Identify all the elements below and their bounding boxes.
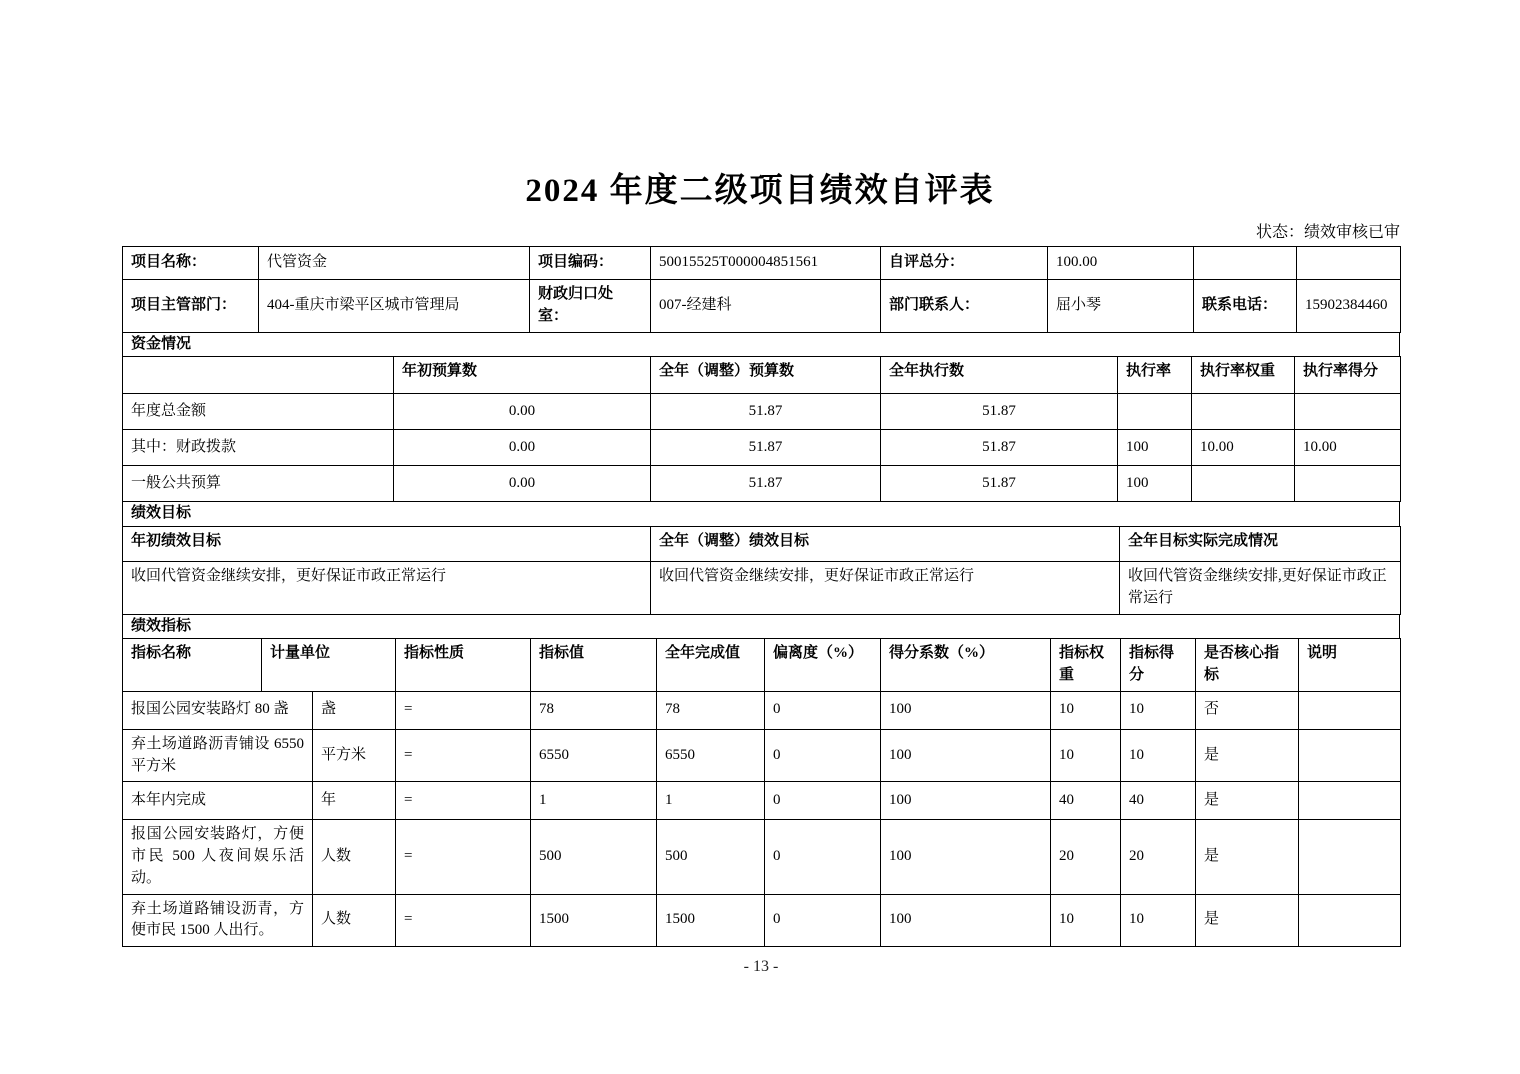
indicator-header-unit: 计量单位 <box>262 639 396 692</box>
indicator-header-name: 指标名称 <box>123 639 262 692</box>
goals-section-title: 绩效目标 <box>123 502 1400 527</box>
indicator-header-nature: 指标性质 <box>396 639 531 692</box>
funding-header-adjusted: 全年（调整）预算数 <box>651 357 881 394</box>
evaluation-table <box>122 246 1400 947</box>
funding-initial-value: 0.00 <box>394 394 651 430</box>
funding-rate-score-value: 10.00 <box>1295 430 1401 466</box>
table-row <box>123 332 1400 357</box>
dept-value: 404-重庆市梁平区城市管理局 <box>259 280 530 333</box>
indicator-nature: = <box>396 894 531 947</box>
funding-adjusted-value: 51.87 <box>651 394 881 430</box>
goals-header-actual: 全年目标实际完成情况 <box>1120 527 1401 562</box>
dept-label: 项目主管部门： <box>123 280 259 333</box>
funding-rate-score-value <box>1295 394 1401 430</box>
indicator-core: 是 <box>1196 820 1299 894</box>
funding-executed-value: 51.87 <box>881 466 1118 502</box>
indicator-score: 20 <box>1121 820 1196 894</box>
phone-value: 15902384460 <box>1297 280 1401 333</box>
finance-office-label: 财政归口处室： <box>530 280 651 333</box>
funding-rate-value <box>1118 394 1192 430</box>
indicators-section-bar <box>122 614 1400 640</box>
table-row <box>123 502 1400 527</box>
indicator-note <box>1299 782 1401 820</box>
indicator-name: 本年内完成 <box>123 782 313 820</box>
goals-header-adjusted: 全年（调整）绩效目标 <box>651 527 1120 562</box>
funding-row-name: 年度总金额 <box>123 394 394 430</box>
indicator-score: 10 <box>1121 894 1196 947</box>
indicator-row <box>123 729 1401 782</box>
indicator-deviation: 0 <box>765 729 881 782</box>
indicator-weight: 40 <box>1051 782 1121 820</box>
project-name-label: 项目名称： <box>123 247 259 280</box>
goals-content-row <box>123 562 1401 615</box>
indicator-core: 否 <box>1196 691 1299 729</box>
goals-actual-value: 收回代管资金继续安排,更好保证市政正常运行 <box>1120 562 1401 615</box>
indicator-score: 10 <box>1121 729 1196 782</box>
indicator-unit: 人数 <box>313 894 396 947</box>
page-title: 2024 年度二级项目绩效自评表 <box>525 173 995 209</box>
funding-table <box>122 356 1401 502</box>
indicator-nature: = <box>396 782 531 820</box>
funding-header-blank <box>123 357 394 394</box>
indicator-deviation: 0 <box>765 691 881 729</box>
phone-label: 联系电话： <box>1194 280 1297 333</box>
indicator-core: 是 <box>1196 782 1299 820</box>
contact-label: 部门联系人： <box>881 280 1048 333</box>
funding-rate-score-value <box>1295 466 1401 502</box>
contact-value: 屈小琴 <box>1048 280 1194 333</box>
indicator-target: 1 <box>531 782 657 820</box>
indicator-coefficient: 100 <box>881 729 1051 782</box>
indicator-unit: 人数 <box>313 820 396 894</box>
funding-rate-weight-value <box>1192 466 1295 502</box>
indicator-row <box>123 782 1401 820</box>
funding-initial-value: 0.00 <box>394 430 651 466</box>
funding-row-public-budget <box>123 466 1401 502</box>
indicator-header-target: 指标值 <box>531 639 657 692</box>
indicator-deviation: 0 <box>765 894 881 947</box>
project-code-value: 50015525T000004851561 <box>651 247 881 280</box>
indicators-header-table <box>122 638 1401 692</box>
indicator-deviation: 0 <box>765 782 881 820</box>
funding-header-rate: 执行率 <box>1118 357 1192 394</box>
table-row <box>123 247 1401 280</box>
indicator-weight: 20 <box>1051 820 1121 894</box>
indicator-completed: 78 <box>657 691 765 729</box>
project-name-value: 代管资金 <box>259 247 530 280</box>
indicator-name: 报国公园安装路灯 80 盏 <box>123 691 313 729</box>
funding-rate-weight-value: 10.00 <box>1192 430 1295 466</box>
funding-header-executed: 全年执行数 <box>881 357 1118 394</box>
indicator-core: 是 <box>1196 894 1299 947</box>
goals-header-row <box>123 527 1401 562</box>
indicator-note <box>1299 894 1401 947</box>
funding-rate-weight-value <box>1192 394 1295 430</box>
funding-row-name: 一般公共预算 <box>123 466 394 502</box>
funding-executed-value: 51.87 <box>881 394 1118 430</box>
funding-executed-value: 51.87 <box>881 430 1118 466</box>
indicators-section-title: 绩效指标 <box>123 614 1400 639</box>
goals-section-bar <box>122 501 1400 527</box>
empty-cell <box>1297 247 1401 280</box>
indicator-nature: = <box>396 820 531 894</box>
indicator-row <box>123 691 1401 729</box>
indicator-note <box>1299 729 1401 782</box>
indicators-body-table <box>122 691 1401 947</box>
indicator-target: 78 <box>531 691 657 729</box>
indicator-row <box>123 894 1401 947</box>
indicator-completed: 1 <box>657 782 765 820</box>
indicator-name: 弃土场道路铺设沥青，方便市民 1500 人出行。 <box>123 894 313 947</box>
funding-rate-value: 100 <box>1118 430 1192 466</box>
table-row <box>123 280 1401 333</box>
indicator-coefficient: 100 <box>881 820 1051 894</box>
indicator-header-note: 说明 <box>1299 639 1401 692</box>
funding-section-bar <box>122 332 1400 358</box>
page-number: - 13 - <box>743 958 779 975</box>
indicator-note <box>1299 691 1401 729</box>
indicator-target: 1500 <box>531 894 657 947</box>
indicator-deviation: 0 <box>765 820 881 894</box>
funding-adjusted-value: 51.87 <box>651 430 881 466</box>
self-score-value: 100.00 <box>1048 247 1194 280</box>
empty-cell <box>1194 247 1297 280</box>
indicator-unit: 年 <box>313 782 396 820</box>
indicator-header-core: 是否核心指标 <box>1196 639 1299 692</box>
funding-row-total <box>123 394 1401 430</box>
project-code-label: 项目编码： <box>530 247 651 280</box>
indicator-core: 是 <box>1196 729 1299 782</box>
indicator-header-deviation: 偏离度（%） <box>765 639 881 692</box>
table-row <box>123 614 1400 639</box>
indicator-completed: 1500 <box>657 894 765 947</box>
indicator-row <box>123 820 1401 894</box>
indicator-nature: = <box>396 729 531 782</box>
funding-row-fiscal <box>123 430 1401 466</box>
indicator-score: 10 <box>1121 691 1196 729</box>
self-score-label: 自评总分： <box>881 247 1048 280</box>
funding-adjusted-value: 51.87 <box>651 466 881 502</box>
funding-initial-value: 0.00 <box>394 466 651 502</box>
indicator-coefficient: 100 <box>881 782 1051 820</box>
indicator-target: 6550 <box>531 729 657 782</box>
indicator-header-coefficient: 得分系数（%） <box>881 639 1051 692</box>
finance-office-value: 007-经建科 <box>651 280 881 333</box>
indicator-header-completed: 全年完成值 <box>657 639 765 692</box>
funding-header-rate-score: 执行率得分 <box>1295 357 1401 394</box>
goals-initial-value: 收回代管资金继续安排，更好保证市政正常运行 <box>123 562 651 615</box>
indicator-weight: 10 <box>1051 691 1121 729</box>
project-info-table <box>122 246 1401 333</box>
goals-header-initial: 年初绩效目标 <box>123 527 651 562</box>
funding-header-row <box>123 357 1401 394</box>
funding-header-rate-weight: 执行率权重 <box>1192 357 1295 394</box>
funding-header-initial: 年初预算数 <box>394 357 651 394</box>
goals-table <box>122 526 1401 615</box>
indicator-coefficient: 100 <box>881 691 1051 729</box>
indicator-target: 500 <box>531 820 657 894</box>
indicator-completed: 500 <box>657 820 765 894</box>
indicator-name: 报国公园安装路灯，方便市民 500 人夜间娱乐活动。 <box>123 820 313 894</box>
indicator-nature: = <box>396 691 531 729</box>
indicator-note <box>1299 820 1401 894</box>
indicator-header-score: 指标得分 <box>1121 639 1196 692</box>
indicator-name: 弃土场道路沥青铺设 6550 平方米 <box>123 729 313 782</box>
goals-adjusted-value: 收回代管资金继续安排，更好保证市政正常运行 <box>651 562 1120 615</box>
funding-row-name: 其中：财政拨款 <box>123 430 394 466</box>
indicator-score: 40 <box>1121 782 1196 820</box>
indicator-coefficient: 100 <box>881 894 1051 947</box>
indicator-weight: 10 <box>1051 894 1121 947</box>
indicator-unit: 平方米 <box>313 729 396 782</box>
indicators-header-row <box>123 639 1401 692</box>
funding-rate-value: 100 <box>1118 466 1192 502</box>
indicator-unit: 盏 <box>313 691 396 729</box>
indicator-completed: 6550 <box>657 729 765 782</box>
indicator-weight: 10 <box>1051 729 1121 782</box>
funding-section-title: 资金情况 <box>123 332 1400 357</box>
status-line: 状态：绩效审核已审 <box>1255 224 1400 241</box>
indicator-header-weight: 指标权重 <box>1051 639 1121 692</box>
